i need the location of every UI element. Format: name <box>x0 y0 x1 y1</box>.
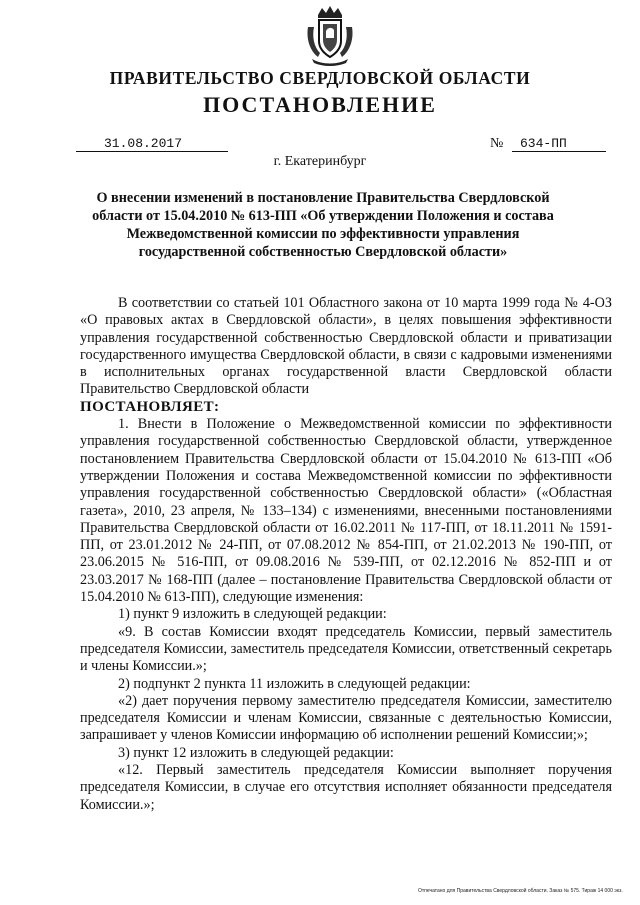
document-title: О внесении изменений в постановление Правительства Свердловской области от 15.04.2010 № 613-ПП «Об утверждении Положения и состава Межведомственной комиссии по эффективности управления государственной собственностью Свердловской области» <box>92 190 554 260</box>
number-sign: № <box>490 136 504 151</box>
body-paragraph: 1. Внести в Положение о Межведомственной комиссии по эффективности управления государственной собственностью Свердловской области, утвержденное постановлением Правительства Свердловской области от 15.04.2010 № 613-ПП «Об утверждении Положения и состава Межведомственной комиссии по эффективности управления государственной собственностью Свердловской области» («Областная газета», 2010, 23 апреля, № 133–134) с изменениями, внесенными постановлениями Правительства Свердловской области от 16.02.2011 № 117-ПП, от 18.11.2011 № 1591-ПП, от 23.01.2012 № 24-ПП, от 07.08.2012 № 854-ПП, от 21.02.2013 № 190-ПП, от 23.06.2015 № 516-ПП, от 09.08.2016 № 539-ПП, от 02.12.2016 № 852-ПП и от 23.03.2017 № 168-ПП (далее – постановление Правительства Свердловской области от 15.04.2010 № 613-ПП), следующие изменения: <box>80 416 612 606</box>
body-paragraph: 1) пункт 9 изложить в следующей редакции: <box>118 606 387 623</box>
body-paragraph: «2) дает поручения первому заместителю председателя Комиссии, заместителю председателя Комиссии и членам Комиссии, связанные с деятельностью Комиссии, запрашивает у членов Комиссии информацию об исполнении решений Комиссии;»; <box>80 692 612 744</box>
print-footer: Отпечатано для Правительства Свердловской области. Заказ № 575. Тираж 14 000 экз. <box>418 888 623 894</box>
document-body <box>80 295 612 814</box>
body-paragraph: «12. Первый заместитель председателя Комиссии выполняет поручения председателя Комиссии, в случае его отсутствия исполняет обязанности председателя Комиссии.»; <box>80 762 612 813</box>
city: г. Екатеринбург <box>273 154 367 169</box>
body-paragraph: «9. В состав Комиссии входят председатель Комиссии, первый заместитель председателя Комиссии, заместитель председателя Комиссии, ответственный секретарь и члены Комиссии.»; <box>80 623 612 675</box>
resolves-heading: ПОСТАНОВЛЯЕТ: <box>80 398 220 415</box>
body-paragraph: 3) пункт 12 изложить в следующей редакции: <box>118 744 394 761</box>
organization-name: ПРАВИТЕЛЬСТВО СВЕРДЛОВСКОЙ ОБЛАСТИ <box>109 68 531 88</box>
body-paragraph: 2) подпункт 2 пункта 11 изложить в следующей редакции: <box>118 675 471 692</box>
document-number: 634-ПП <box>520 136 567 151</box>
document-type: ПОСТАНОВЛЕНИЕ <box>203 92 437 117</box>
document-date: 31.08.2017 <box>104 136 183 151</box>
preamble-paragraph: В соответствии со статьей 101 Областного закона от 10 марта 1999 года № 4-ОЗ «О правовых актах в Свердловской области», в целях повышения эффективности управления государственной собственностью Свердловской области и приватизации государственного имущества Свердловской области, в связи с кадровыми изменениями в исполнительных органах государственной власти Свердловской области Правительство Свердловской области <box>80 295 612 398</box>
coat-of-arms-icon <box>304 5 356 67</box>
